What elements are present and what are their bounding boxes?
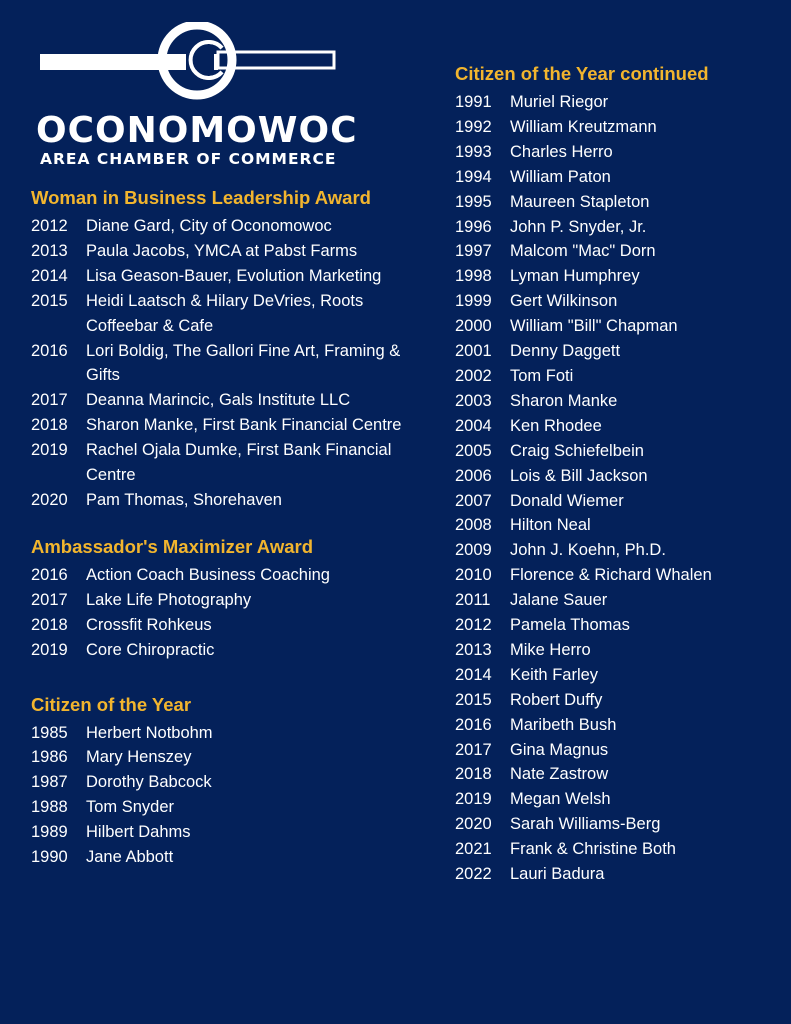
citizen-heading: Citizen of the Year — [31, 693, 192, 715]
entry-year: 2017 — [31, 590, 68, 609]
entry-name: Jane Abbott — [86, 848, 174, 867]
list-item — [455, 812, 775, 837]
entry-name: Sharon Manke, First Bank Financial Centre — [86, 416, 402, 435]
woman-in-business-list — [31, 214, 431, 513]
entry-name: Sarah Williams-Berg — [510, 815, 661, 834]
chamber-name: OCONOMOWOC — [36, 110, 358, 151]
entry-year: 1997 — [455, 242, 492, 261]
list-item — [455, 90, 775, 115]
chamber-logo — [36, 22, 358, 172]
entry-year: 2013 — [31, 241, 68, 260]
list-item — [31, 638, 431, 663]
entry-year: 2011 — [455, 591, 491, 610]
list-item — [455, 563, 775, 588]
entry-name: Heidi Laatsch & Hilary DeVries, Roots Coffeebar & Cafe — [86, 291, 364, 335]
entry-year: 2012 — [31, 217, 68, 235]
list-item — [455, 837, 775, 862]
entry-name: Craig Schiefelbein — [510, 441, 644, 460]
entry-year: 2003 — [455, 391, 492, 410]
entry-name: Action Coach Business Coaching — [86, 565, 330, 584]
list-item — [455, 140, 775, 165]
list-item — [455, 364, 775, 389]
list-item — [31, 770, 431, 795]
list-item — [455, 862, 775, 887]
entry-year: 2020 — [31, 490, 68, 509]
list-item — [455, 339, 775, 364]
entry-name: Deanna Marincic, Gals Institute LLC — [86, 391, 351, 410]
entry-year: 2016 — [455, 715, 492, 734]
ambassador-heading: Ambassador's Maximizer Award — [31, 535, 314, 557]
entry-name: William Kreutzmann — [510, 117, 657, 136]
list-item — [31, 795, 431, 820]
entry-name: Pam Thomas, Shorehaven — [86, 490, 282, 509]
list-item — [31, 721, 431, 746]
list-item — [31, 339, 431, 389]
chamber-logo-mark-icon — [36, 22, 346, 102]
entry-year: 1992 — [455, 117, 492, 136]
entry-year: 2014 — [455, 665, 492, 684]
entry-year: 1985 — [31, 723, 68, 742]
citizen-section — [31, 693, 431, 870]
entry-year: 2021 — [455, 840, 492, 859]
entry-name: Jalane Sauer — [510, 591, 608, 610]
entry-year: 2015 — [455, 690, 492, 709]
entry-year: 2000 — [455, 317, 492, 336]
entry-name: Malcom "Mac" Dorn — [510, 242, 656, 261]
entry-year: 2016 — [31, 341, 68, 360]
entry-year: 1993 — [455, 142, 492, 161]
list-item — [455, 738, 775, 763]
entry-name: Rachel Ojala Dumke, First Bank Financial Centre — [86, 441, 392, 485]
list-item — [455, 389, 775, 414]
entry-name: Lyman Humphrey — [510, 267, 640, 286]
entry-name: Megan Welsh — [510, 790, 611, 809]
entry-name: Muriel Riegor — [510, 93, 609, 111]
list-item — [31, 845, 431, 870]
list-item — [455, 439, 775, 464]
entry-name: Frank & Christine Both — [510, 840, 676, 859]
entry-year: 2020 — [455, 815, 492, 834]
list-item — [455, 688, 775, 713]
entry-name: Ken Rhodee — [510, 416, 602, 435]
entry-name: Dorothy Babcock — [86, 773, 212, 792]
entry-year: 2004 — [455, 416, 492, 435]
entry-year: 2018 — [31, 416, 68, 435]
entry-name: Nate Zastrow — [510, 765, 609, 784]
entry-year: 2006 — [455, 466, 492, 485]
entry-name: Mary Henszey — [86, 748, 192, 767]
list-item — [31, 264, 431, 289]
entry-name: Charles Herro — [510, 142, 613, 161]
left-column — [31, 186, 431, 870]
entry-name: Lake Life Photography — [86, 590, 252, 609]
list-item — [455, 414, 775, 439]
entry-year: 1999 — [455, 292, 492, 311]
entry-name: Mike Herro — [510, 640, 591, 659]
list-item — [455, 613, 775, 638]
list-item — [31, 588, 431, 613]
entry-year: 1987 — [31, 773, 68, 792]
list-item — [31, 613, 431, 638]
entry-name: Denny Daggett — [510, 342, 621, 361]
entry-year: 2001 — [455, 342, 492, 361]
list-item — [455, 264, 775, 289]
list-item — [31, 563, 431, 588]
list-item — [455, 588, 775, 613]
entry-year: 1986 — [31, 748, 68, 767]
entry-year: 2012 — [455, 616, 492, 635]
entry-name: Lauri Badura — [510, 865, 605, 884]
list-item — [31, 438, 431, 488]
entry-year: 2019 — [455, 790, 492, 809]
entry-year: 2019 — [31, 640, 68, 659]
entry-year: 1988 — [31, 798, 68, 817]
entry-name: Florence & Richard Whalen — [510, 566, 712, 585]
citizen-list — [31, 721, 431, 870]
list-item — [455, 762, 775, 787]
list-item — [455, 538, 775, 563]
entry-year: 2007 — [455, 491, 492, 510]
entry-year: 1996 — [455, 217, 492, 236]
entry-year: 2005 — [455, 441, 492, 460]
entry-year: 1991 — [455, 93, 492, 111]
entry-name: Sharon Manke — [510, 391, 618, 410]
entry-year: 2017 — [31, 391, 68, 410]
woman-in-business-heading: Woman in Business Leadership Award — [31, 187, 371, 208]
citizen-continued-list — [455, 90, 775, 887]
list-item — [455, 239, 775, 264]
list-item — [455, 638, 775, 663]
list-item — [31, 388, 431, 413]
list-item — [31, 289, 431, 339]
entry-year: 1990 — [31, 848, 68, 867]
entry-year: 2008 — [455, 516, 492, 535]
entry-year: 1994 — [455, 167, 492, 186]
list-item — [31, 239, 431, 264]
entry-year: 2002 — [455, 366, 492, 385]
citizen-continued-heading: Citizen of the Year continued — [455, 63, 709, 84]
entry-name: Tom Snyder — [86, 798, 175, 817]
entry-name: William "Bill" Chapman — [510, 317, 678, 336]
entry-year: 2013 — [455, 640, 492, 659]
entry-name: Diane Gard, City of Oconomowoc — [86, 217, 332, 235]
ambassador-list — [31, 563, 431, 663]
entry-year: 1989 — [31, 823, 68, 842]
list-item — [455, 513, 775, 538]
entry-year: 2014 — [31, 266, 68, 285]
entry-year: 2009 — [455, 541, 492, 560]
chamber-subtitle: AREA CHAMBER OF COMMERCE — [40, 150, 337, 168]
entry-name: Lois & Bill Jackson — [510, 466, 648, 485]
entry-year: 2017 — [455, 740, 492, 759]
list-item — [455, 289, 775, 314]
entry-name: Lori Boldig, The Gallori Fine Art, Framing & Gifts — [86, 341, 401, 385]
entry-name: Keith Farley — [510, 665, 599, 684]
entry-name: John P. Snyder, Jr. — [510, 217, 647, 236]
entry-year: 2019 — [31, 441, 68, 460]
entry-name: Herbert Notbohm — [86, 723, 213, 742]
entry-name: Gina Magnus — [510, 740, 609, 759]
entry-year: 2015 — [31, 291, 68, 310]
entry-name: Hilton Neal — [510, 516, 591, 535]
list-item — [455, 464, 775, 489]
entry-name: William Paton — [510, 167, 611, 186]
entry-name: Hilbert Dahms — [86, 823, 191, 842]
entry-name: Donald Wiemer — [510, 491, 624, 510]
list-item — [455, 314, 775, 339]
entry-year: 2018 — [31, 615, 68, 634]
entry-year: 1995 — [455, 192, 492, 211]
entry-name: Crossfit Rohkeus — [86, 615, 212, 634]
entry-name: Maribeth Bush — [510, 715, 617, 734]
entry-name: John J. Koehn, Ph.D. — [510, 541, 666, 560]
list-item — [31, 488, 431, 513]
entry-name: Gert Wilkinson — [510, 292, 618, 311]
list-item — [455, 713, 775, 738]
list-item — [31, 820, 431, 845]
entry-name: Robert Duffy — [510, 690, 603, 709]
list-item — [455, 215, 775, 240]
list-item — [455, 489, 775, 514]
list-item — [31, 214, 431, 239]
entry-name: Paula Jacobs, YMCA at Pabst Farms — [86, 241, 358, 260]
entry-year: 2022 — [455, 865, 492, 884]
list-item — [31, 413, 431, 438]
ambassador-section — [31, 535, 431, 663]
entry-name: Maureen Stapleton — [510, 192, 650, 211]
entry-year: 2016 — [31, 565, 68, 584]
entry-year: 2010 — [455, 566, 492, 585]
entry-name: Core Chiropractic — [86, 640, 215, 659]
entry-name: Pamela Thomas — [510, 616, 630, 635]
entry-year: 2018 — [455, 765, 492, 784]
entry-name: Lisa Geason-Bauer, Evolution Marketing — [86, 266, 382, 285]
entry-name: Tom Foti — [510, 366, 574, 385]
right-column — [455, 62, 775, 887]
list-item — [455, 190, 775, 215]
list-item — [455, 663, 775, 688]
list-item — [455, 165, 775, 190]
woman-in-business-section — [31, 186, 431, 513]
list-item — [455, 787, 775, 812]
list-item — [455, 115, 775, 140]
list-item — [31, 745, 431, 770]
citizen-continued-section — [455, 62, 775, 887]
entry-year: 1998 — [455, 267, 492, 286]
